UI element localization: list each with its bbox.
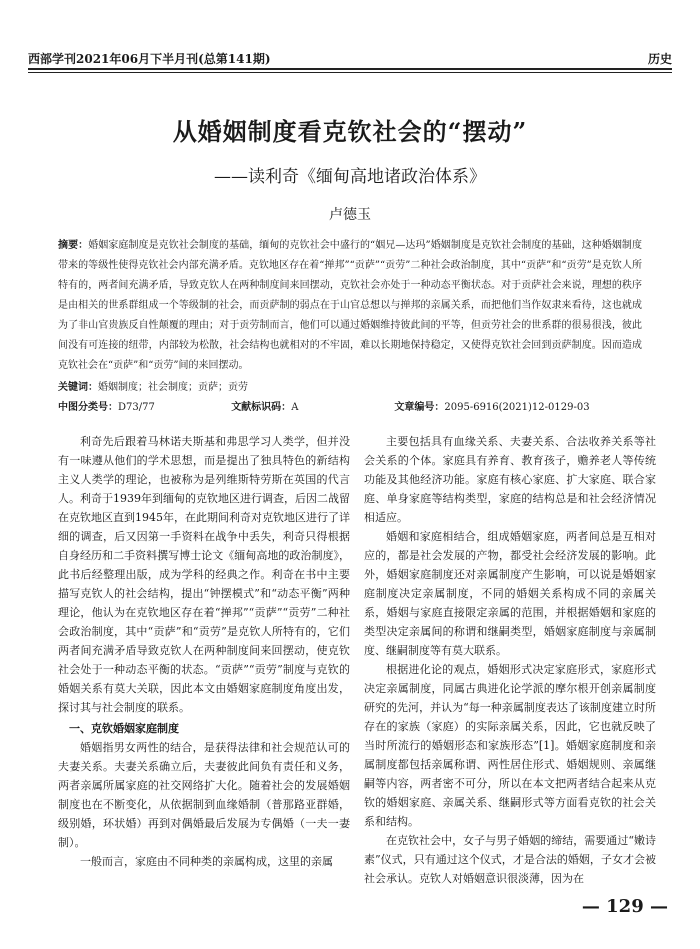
header-rule [28, 68, 672, 70]
paragraph: 主要包括具有血缘关系、夫妻关系、合法收养关系等社会关系的个体。家庭具有养育、教育孩子，赡养老人等传统功能及其他经济功能。家庭有核心家庭、扩大家庭、联合家庭、单身家庭等结构类型，家庭的结构总是和社会经济情况相适应。 [364, 435, 656, 524]
keywords [58, 378, 642, 393]
paragraph: 一般而言，家庭由不同种类的亲属构成，这里的亲属 [80, 855, 333, 868]
paragraph: 利奇先后跟着马林诺夫斯基和弗思学习人类学，但并没有一味遵从他们的学术思想，而是提出了独具特色的新结构主义人类学的理论，也被称为是列维斯特劳斯在英国的代言人。利奇于1939年到缅甸的克钦地区进行调查，后因二战留在克钦地区直到1945年，在此期间利奇对克钦地区进行了详细的调查，后又因第一手资料在战争中丢失，利奇只得根据自身经历和二手资料撰写博士论文《缅甸高地的政治制度》，此书后经整理出版，成为学科的经典之作。利奇在书中主要描写克钦人的社会结构，提出“钟摆模式”和“动态平衡”两种理论，他认为在克钦地区存在着“掸邦”“贡萨”“贡劳”二种社会政治制度，其中“贡萨”和“贡劳”是克钦人所特有的，它们两者间充满矛盾导致克钦人在两种制度间来回摆动，使克钦社会处于一种动态平衡的状态。“贡萨”“贡劳”制度与克钦的婚姻关系有莫大关联，因此本文由婚姻家庭制度角度出发，探讨其与社会制度的联系。 [58, 435, 350, 714]
abstract [58, 236, 642, 376]
paragraph: 婚姻和家庭相结合，组成婚姻家庭，两者间总是互相对应的，都是社会发展的产物，都受社会经济发展的影响。此外，婚姻家庭制度还对亲属制度产生影响，可以说是婚姻家庭制度决定亲属制度，不同的婚姻关系构成不同的亲属关系，婚姻与家庭直接限定亲属的范围，并根据婚姻和家庭的类型决定亲属间的称谓和继嗣类型，婚姻家庭制度与亲属制度、继嗣制度等有莫大联系。 [364, 530, 656, 657]
author-name: 卢德玉 [329, 207, 371, 223]
article-subtitle: ——读利奇《缅甸高地诸政治体系》 [214, 167, 486, 187]
doc-code-label: 文献标识码： [231, 402, 292, 413]
paragraph: 婚姻指男女两性的结合，是获得法律和社会规范认可的夫妻关系。夫妻关系确立后，夫妻彼此间负有责任和义务，两者亲属所属家庭的社交网络扩大化。随着社会的发展婚姻制度也在不断变化，从依据制到血缘婚制（普那路亚群婚，级别婚，环状婚）再到对偶婚最后发展为专偶婚（一夫一妻制）。 [58, 741, 350, 849]
section-label: 历史 [647, 52, 672, 66]
abstract-label: 摘要： [58, 240, 89, 251]
journal-info: 西部学刊2021年06月下半月刊(总第141期) [28, 52, 271, 66]
doc-code-value: A [291, 402, 299, 413]
article-number-value: 2095-6916(2021)12-0129-03 [444, 402, 590, 413]
right-column [364, 432, 656, 888]
section-heading: 一、克钦婚姻家庭制度 [69, 722, 179, 735]
clc-value: D73/77 [118, 402, 155, 413]
header-rule-thin [28, 72, 672, 73]
left-column [58, 432, 350, 871]
keywords-text: 婚姻制度；社会制度；贡萨；贡劳 [98, 382, 248, 393]
clc-label: 中图分类号： [58, 402, 118, 413]
keywords-label: 关键词： [58, 382, 98, 393]
paragraph: 在克钦社会中，女子与男子婚姻的缔结，需要通过“嫩诗素”仪式，只有通过这个仪式，才是合法的婚姻，子女才会被社会承认。克钦人对婚姻意识很淡薄，因为在 [364, 834, 656, 885]
article-number-label: 文章编号： [394, 402, 445, 413]
article-meta [58, 398, 642, 413]
article-title: 从婚姻制度看克钦社会的“摆动” [172, 117, 528, 146]
page-number: — 129 — [581, 896, 668, 917]
abstract-text: 婚姻家庭制度是克钦社会制度的基础，缅甸的克钦社会中盛行的“姻兄—达玛”婚姻制度是克钦社会制度的基础，这种婚姻制度带来的等级性使得克钦社会内部充满矛盾。克钦地区存在着“掸邦”“贡萨”“贡劳”二种社会政治制度，其中“贡萨”和“贡劳”是克钦人所特有的，两者间充满矛盾，导致克钦人在两种制度间来回摆动，克钦社会亦处于一种动态平衡状态。对于贡萨社会来说，理想的秩序是由相关的世系群组成一个等级制的社会，而贡萨制的弱点在于山官总想以与掸邦的亲属关系，而把他们当作奴隶来看待，这也就成为了非山官贵族反自性颠覆的理由；对于贡劳制而言，他们可以通过婚姻维持彼此间的平等，但贡劳社会的世系群的很易很浅，彼此间没有可连接的纽带，内部较为松散，社会结构也就相对的不牢固，难以长期地保持稳定，又使得克钦社会回到贡萨制度。因而造成克钦社会在“贡萨”和“贡劳”间的来回摆动。 [58, 240, 642, 371]
paragraph: 根据进化论的观点，婚姻形式决定家庭形式，家庭形式决定亲属制度，同属古典进化论学派的摩尔根开创亲属制度研究的先河，并认为“每一种亲属制度表达了该制度建立时所存在的家族（家庭）的实际亲属关系，因此，它也就反映了当时所流行的婚姻形态和家族形态”[1]。婚姻家庭制度和亲属制度都包括亲属称谓、两性居住形式、婚姻规则、亲属继嗣等内容，两者密不可分，所以在本文把两者结合起来从克钦的婚姻家庭、亲属关系、继嗣形式等方面看克钦的社会关系和结构。 [364, 663, 656, 828]
